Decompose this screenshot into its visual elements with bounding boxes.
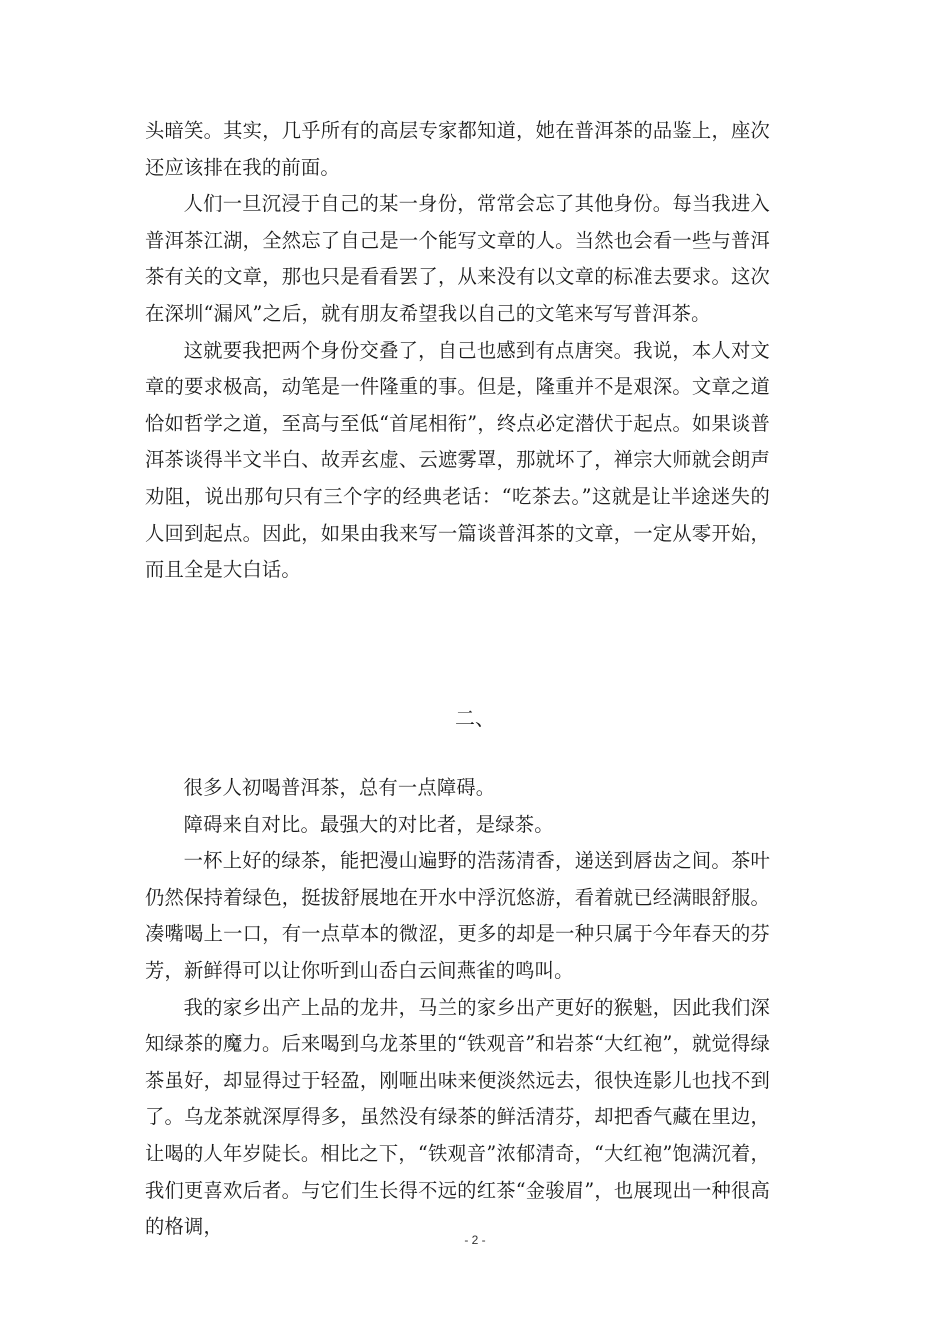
paragraph: 障碍来自对比。最强大的对比者，是绿茶。 xyxy=(183,812,554,836)
text-block-part-one xyxy=(145,113,770,589)
paragraph: 一杯上好的绿茶，能把漫山遍野的浩荡清香，递送到唇齿之间。茶叶仍然保持着绿色，挺拔舒展地在开水中浮沉悠游，看着就已经满眼舒服。凑嘴喝上一口，有一点草本的微涩，更多的却是一种只属于今年春天的芬芳，新鲜得可以让你听到山岙白云间燕雀的鸣叫。 xyxy=(145,849,770,982)
paragraph: 这就要我把两个身份交叠了，自己也感到有点唐突。我说，本人对文章的要求极高，动笔是一件隆重的事。但是，隆重并不是艰深。文章之道恰如哲学之道，至高与至低“首尾相衔”，终点必定潜伏于起点。如果谈普洱茶谈得半文半白、故弄玄虚、云遮雾罩，那就坏了，禅宗大师就会朗声劝阻，说出那句只有三个字的经典老话：“吃茶去。”这就是让半途迷失的人回到起点。因此，如果由我来写一篇谈普洱茶的文章，一定从零开始，而且全是大白话。 xyxy=(145,338,770,582)
paragraph-continuation: 头暗笑。其实，几乎所有的高层专家都知道，她在普洱茶的品鉴上，座次还应该排在我的前面。 xyxy=(145,119,770,179)
paragraph: 很多人初喝普洱茶，总有一点障碍。 xyxy=(183,776,496,799)
paragraph: 我的家乡出产上品的龙井，马兰的家乡出产更好的猴魁，因此我们深知绿茶的魔力。后来喝到乌龙茶里的“铁观音”和岩茶“大红袍”，就觉得绿茶虽好，却显得过于轻盈，刚咂出味来便淡然远去，很快连影儿也找不到了。乌龙茶就深厚得多，虽然没有绿茶的鲜活清芬，却把香气藏在里边，让喝的人年岁陡长。相比之下，“铁观音”浓郁清奇，“大红袍”饱满沉着，我们更喜欢后者。与它们生长得不远的红茶“金骏眉”，也展现出一种很高的格调， xyxy=(145,995,770,1239)
paragraph: 人们一旦沉浸于自己的某一身份，常常会忘了其他身份。每当我进入普洱茶江湖，全然忘了自己是一个能写文章的人。当然也会看一些与普洱茶有关的文章，那也只是看看罢了，从来没有以文章的标准去要求。这次在深圳“漏风”之后，就有朋友希望我以自己的文笔来写写普洱茶。 xyxy=(145,192,770,325)
page-number: - 2 - xyxy=(464,1233,486,1247)
text-block-part-two xyxy=(145,770,770,1246)
section-heading: 二、 xyxy=(455,706,495,730)
